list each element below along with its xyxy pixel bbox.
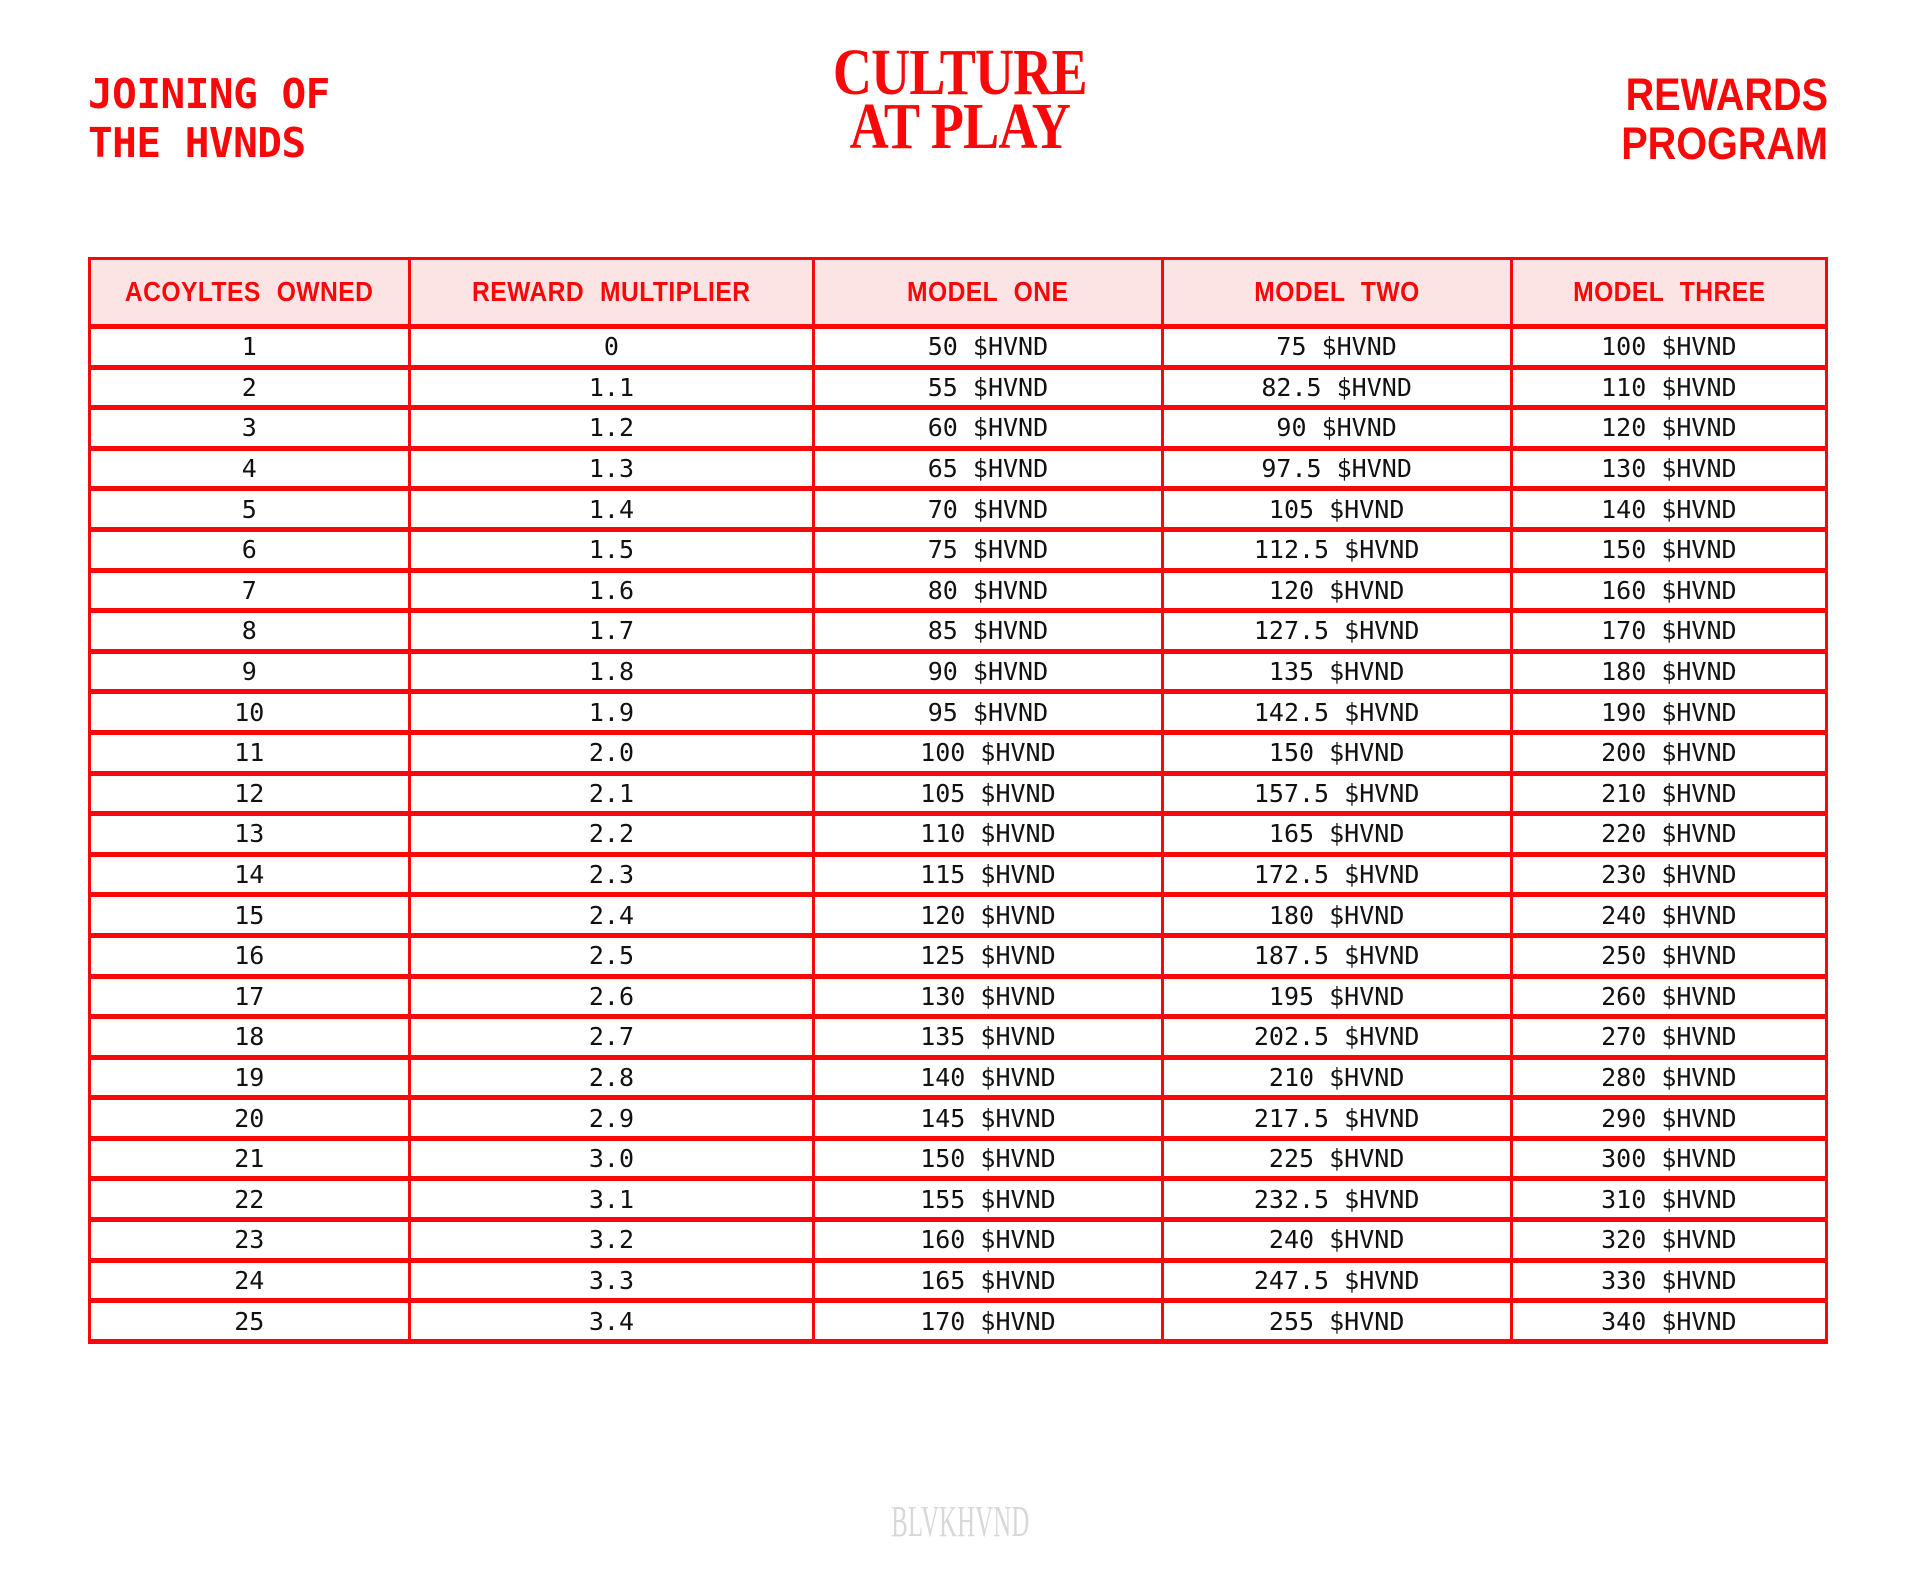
table-row (90, 692, 1827, 733)
table-cell: 19 (90, 1057, 410, 1098)
table-cell: 240 $HVND (1162, 1220, 1511, 1261)
table-cell: 230 $HVND (1511, 854, 1826, 895)
table-row (90, 773, 1827, 814)
rewards-table (88, 257, 1828, 1344)
table-cell: 145 $HVND (814, 1098, 1162, 1139)
table-cell: 210 $HVND (1511, 773, 1826, 814)
table-cell: 2.3 (409, 854, 814, 895)
table-row (90, 529, 1827, 570)
table-cell: 157.5 $HVND (1162, 773, 1511, 814)
page-title-right-line1: REWARDS (1625, 69, 1828, 120)
table-row (90, 651, 1827, 692)
table-cell: 20 (90, 1098, 410, 1139)
table-cell: 12 (90, 773, 410, 814)
table-cell: 340 $HVND (1511, 1301, 1826, 1342)
table-row (90, 1179, 1827, 1220)
table-cell: 190 $HVND (1511, 692, 1826, 733)
page-title-right (1593, 70, 1828, 168)
table-cell: 120 $HVND (814, 895, 1162, 936)
table-cell: 300 $HVND (1511, 1138, 1826, 1179)
table-cell: 1.8 (409, 651, 814, 692)
table-cell: 1.5 (409, 529, 814, 570)
table-cell: 1.3 (409, 448, 814, 489)
table-cell: 2.1 (409, 773, 814, 814)
table-cell: 1.1 (409, 367, 814, 408)
table-cell: 160 $HVND (814, 1220, 1162, 1261)
table-cell: 250 $HVND (1511, 935, 1826, 976)
table-cell: 22 (90, 1179, 410, 1220)
table-cell: 150 $HVND (814, 1138, 1162, 1179)
table-cell: 75 $HVND (814, 529, 1162, 570)
table-cell: 155 $HVND (814, 1179, 1162, 1220)
table-cell: 55 $HVND (814, 367, 1162, 408)
table-row (90, 611, 1827, 652)
table-cell: 2 (90, 367, 410, 408)
table-cell: 247.5 $HVND (1162, 1260, 1511, 1301)
table-cell: 25 (90, 1301, 410, 1342)
table-cell: 140 $HVND (814, 1057, 1162, 1098)
table-cell: 100 $HVND (814, 732, 1162, 773)
table-cell: 90 $HVND (1162, 408, 1511, 449)
table-cell: 2.7 (409, 1017, 814, 1058)
table-row (90, 1301, 1827, 1342)
table-row (90, 935, 1827, 976)
table-cell: 260 $HVND (1511, 976, 1826, 1017)
table-cell: 115 $HVND (814, 854, 1162, 895)
table-cell: 14 (90, 854, 410, 895)
table-cell: 170 $HVND (1511, 611, 1826, 652)
table-cell: 165 $HVND (1162, 814, 1511, 855)
table-cell: 4 (90, 448, 410, 489)
table-cell: 2.0 (409, 732, 814, 773)
header-row (90, 259, 1827, 327)
table-row (90, 489, 1827, 530)
column-header: MODEL ONE (814, 259, 1162, 327)
table-cell: 24 (90, 1260, 410, 1301)
table-cell: 2.2 (409, 814, 814, 855)
table-cell: 240 $HVND (1511, 895, 1826, 936)
table-cell: 225 $HVND (1162, 1138, 1511, 1179)
table-cell: 130 $HVND (814, 976, 1162, 1017)
table-cell: 15 (90, 895, 410, 936)
page-title-left-line1: JOINING OF (88, 70, 330, 118)
table-cell: 2.5 (409, 935, 814, 976)
table-cell: 3.1 (409, 1179, 814, 1220)
table-cell: 1 (90, 327, 410, 368)
table-cell: 8 (90, 611, 410, 652)
table-cell: 1.4 (409, 489, 814, 530)
table-cell: 50 $HVND (814, 327, 1162, 368)
table-cell: 21 (90, 1138, 410, 1179)
table-cell: 1.7 (409, 611, 814, 652)
table-cell: 135 $HVND (1162, 651, 1511, 692)
table-row (90, 448, 1827, 489)
table-cell: 2.9 (409, 1098, 814, 1139)
table-cell: 150 $HVND (1511, 529, 1826, 570)
table-cell: 330 $HVND (1511, 1260, 1826, 1301)
table-cell: 0 (409, 327, 814, 368)
table-row (90, 1220, 1827, 1261)
table-cell: 195 $HVND (1162, 976, 1511, 1017)
table-cell: 2.6 (409, 976, 814, 1017)
table-row (90, 570, 1827, 611)
page-title-left-line2: THE HVNDS (88, 119, 306, 167)
table-cell: 180 $HVND (1162, 895, 1511, 936)
column-header: REWARD MULTIPLIER (409, 259, 814, 327)
table-cell: 80 $HVND (814, 570, 1162, 611)
table-cell: 255 $HVND (1162, 1301, 1511, 1342)
table-cell: 97.5 $HVND (1162, 448, 1511, 489)
table-row (90, 814, 1827, 855)
table-cell: 2.4 (409, 895, 814, 936)
table-cell: 1.6 (409, 570, 814, 611)
table-cell: 3.2 (409, 1220, 814, 1261)
table-cell: 120 $HVND (1162, 570, 1511, 611)
table-row (90, 1017, 1827, 1058)
table-cell: 95 $HVND (814, 692, 1162, 733)
table-cell: 23 (90, 1220, 410, 1261)
column-header: ACOYLTES OWNED (90, 259, 410, 327)
table-row (90, 895, 1827, 936)
table-cell: 90 $HVND (814, 651, 1162, 692)
table-row (90, 1057, 1827, 1098)
table-cell: 5 (90, 489, 410, 530)
table-cell: 135 $HVND (814, 1017, 1162, 1058)
table-cell: 320 $HVND (1511, 1220, 1826, 1261)
table-cell: 1.9 (409, 692, 814, 733)
table-cell: 150 $HVND (1162, 732, 1511, 773)
table-cell: 13 (90, 814, 410, 855)
table-cell: 125 $HVND (814, 935, 1162, 976)
table-cell: 310 $HVND (1511, 1179, 1826, 1220)
table-cell: 2.8 (409, 1057, 814, 1098)
column-header: MODEL THREE (1511, 259, 1826, 327)
table-row (90, 1098, 1827, 1139)
table-row (90, 367, 1827, 408)
table-cell: 85 $HVND (814, 611, 1162, 652)
table-cell: 170 $HVND (814, 1301, 1162, 1342)
table-cell: 105 $HVND (1162, 489, 1511, 530)
table-cell: 3.3 (409, 1260, 814, 1301)
table-cell: 140 $HVND (1511, 489, 1826, 530)
table-cell: 65 $HVND (814, 448, 1162, 489)
table-cell: 3.4 (409, 1301, 814, 1342)
table-cell: 75 $HVND (1162, 327, 1511, 368)
footer-logo-text: BLVKHVND (890, 1497, 1030, 1546)
table-cell: 16 (90, 935, 410, 976)
table-body (90, 327, 1827, 1342)
table-cell: 210 $HVND (1162, 1057, 1511, 1098)
table-cell: 220 $HVND (1511, 814, 1826, 855)
table-cell: 160 $HVND (1511, 570, 1826, 611)
table-cell: 270 $HVND (1511, 1017, 1826, 1058)
table-cell: 120 $HVND (1511, 408, 1826, 449)
table-cell: 165 $HVND (814, 1260, 1162, 1301)
table-cell: 172.5 $HVND (1162, 854, 1511, 895)
table-cell: 11 (90, 732, 410, 773)
table-cell: 70 $HVND (814, 489, 1162, 530)
table-cell: 130 $HVND (1511, 448, 1826, 489)
table-cell: 3.0 (409, 1138, 814, 1179)
table-cell: 100 $HVND (1511, 327, 1826, 368)
table-row (90, 1138, 1827, 1179)
table-cell: 110 $HVND (1511, 367, 1826, 408)
brand-logo-line1: CULTURE (833, 36, 1087, 109)
table-cell: 105 $HVND (814, 773, 1162, 814)
table-cell: 1.2 (409, 408, 814, 449)
table-row (90, 854, 1827, 895)
table-cell: 187.5 $HVND (1162, 935, 1511, 976)
table-cell: 200 $HVND (1511, 732, 1826, 773)
table-cell: 9 (90, 651, 410, 692)
table-row (90, 327, 1827, 368)
table-cell: 142.5 $HVND (1162, 692, 1511, 733)
table-cell: 280 $HVND (1511, 1057, 1826, 1098)
table-cell: 180 $HVND (1511, 651, 1826, 692)
table-cell: 202.5 $HVND (1162, 1017, 1511, 1058)
table-cell: 110 $HVND (814, 814, 1162, 855)
footer-logo (0, 1497, 1920, 1546)
table-cell: 60 $HVND (814, 408, 1162, 449)
column-header: MODEL TWO (1162, 259, 1511, 327)
table-row (90, 976, 1827, 1017)
table-cell: 18 (90, 1017, 410, 1058)
table-cell: 127.5 $HVND (1162, 611, 1511, 652)
table-row (90, 408, 1827, 449)
table-row (90, 1260, 1827, 1301)
table-cell: 10 (90, 692, 410, 733)
table-cell: 17 (90, 976, 410, 1017)
table-cell: 217.5 $HVND (1162, 1098, 1511, 1139)
table-cell: 112.5 $HVND (1162, 529, 1511, 570)
table-cell: 7 (90, 570, 410, 611)
table-cell: 3 (90, 408, 410, 449)
table-row (90, 732, 1827, 773)
page-title-right-line2: PROGRAM (1621, 118, 1828, 169)
table-cell: 6 (90, 529, 410, 570)
table-cell: 290 $HVND (1511, 1098, 1826, 1139)
brand-logo-line2: AT PLAY (849, 90, 1071, 163)
table-cell: 232.5 $HVND (1162, 1179, 1511, 1220)
table-cell: 82.5 $HVND (1162, 367, 1511, 408)
